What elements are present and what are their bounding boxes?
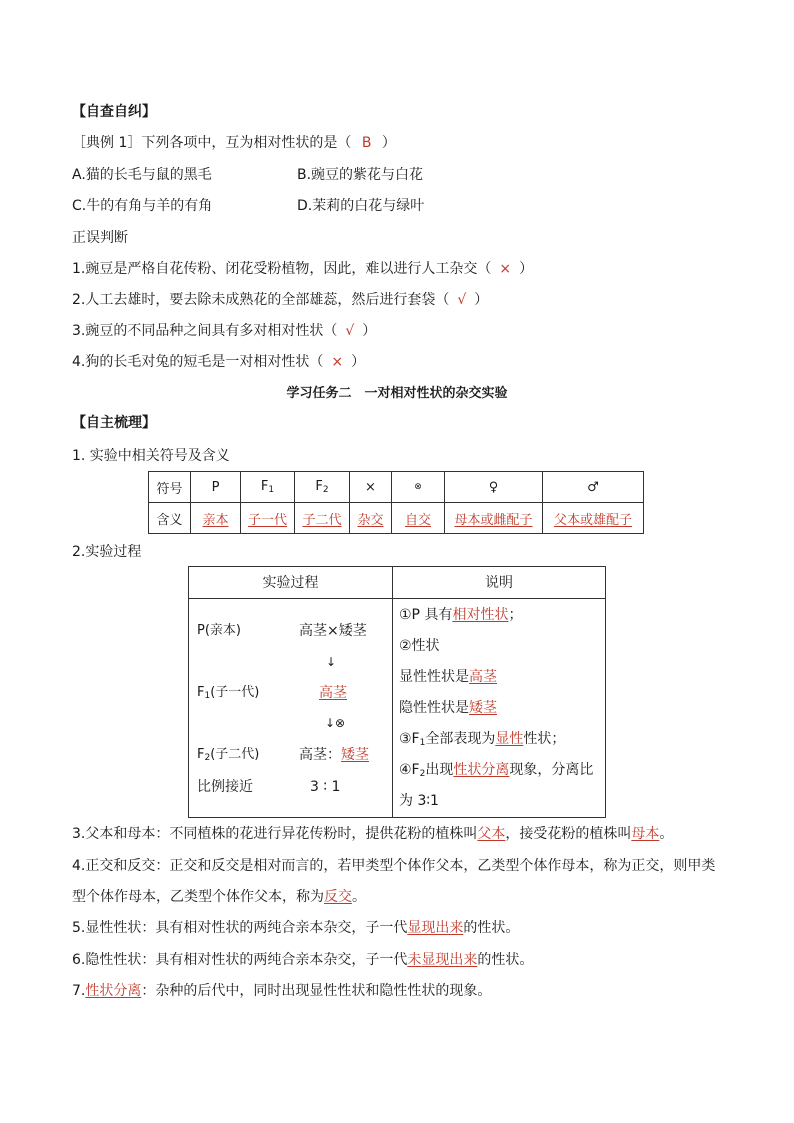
meaning-cell: 自交 <box>392 503 445 534</box>
process-header: 实验过程 <box>262 575 319 591</box>
meaning-cell: 亲本 <box>191 503 241 534</box>
f1-label: $F_1$(子一代) <box>197 685 260 701</box>
item3: 3.父本和母本：不同植株的花进行异花传粉时，提供花粉的植株叫父本，接受花粉的植株叫母本。 <box>72 826 674 842</box>
note-2: ②性状 <box>399 638 440 654</box>
symbol-cell: $F_2$ <box>295 472 350 503</box>
ratio-value: 3 ∶ 1 <box>310 779 341 795</box>
symbol-row-label: 符号 <box>149 472 191 503</box>
option-c: C.牛的有角与羊的有角 <box>72 198 213 214</box>
header-divider <box>189 598 605 599</box>
column-divider <box>392 567 393 817</box>
f1-value: 高茎 <box>319 685 347 701</box>
judgement-4: 4.狗的长毛对兔的短毛是一对相对性状（ × ） <box>72 354 366 370</box>
self-cross-arrow-icon: ↓⊗ <box>325 716 346 730</box>
meaning-row-label: 含义 <box>149 503 191 534</box>
judgement-2: 2.人工去雄时，要去除未成熟花的全部雄蕊，然后进行套袋（ √ ） <box>72 292 489 308</box>
item1-text: 1. 实验中相关符号及含义 <box>72 448 230 464</box>
note-5: $③F_1$全部表现为显性性状； <box>399 731 566 748</box>
meaning-cell: 子二代 <box>295 503 350 534</box>
option-b: B.豌豆的紫花与白花 <box>297 167 424 183</box>
item4-line1: 4.正交和反交：正交和反交是相对而言的，若甲类型个体作父本，乙类型个体作母本，称为正交，则甲类 <box>72 858 716 874</box>
arrow-down-icon: ↓ <box>326 655 337 669</box>
meaning-cell: 杂交 <box>350 503 392 534</box>
process-table <box>188 566 606 818</box>
meaning-cell: 子一代 <box>241 503 295 534</box>
judgement-3: 3.豌豆的不同品种之间具有多对相对性状（ √ ） <box>72 323 377 339</box>
note-7: 为 3∶1 <box>399 793 439 809</box>
symbol-cell: ♂ <box>543 472 644 503</box>
item5: 5.显性性状：具有相对性状的两纯合亲本杂交，子一代显现出来的性状。 <box>72 920 520 936</box>
example-close: ） <box>381 135 396 151</box>
judge-heading: 正误判断 <box>72 230 128 246</box>
item7: 7.性状分离：杂种的后代中，同时出现显性性状和隐性性状的现象。 <box>72 983 492 999</box>
judgement-mark: × <box>499 261 512 277</box>
self-check-heading: 【自查自纠】 <box>72 104 156 120</box>
item2-text: 2.实验过程 <box>72 544 142 560</box>
meaning-cell: 父本或雄配子 <box>543 503 644 534</box>
example-lead: ［典例 1］下列各项中，互为相对性状的是（ <box>72 135 352 151</box>
task2-title: 学习任务二 一对相对性状的杂交实验 <box>286 386 508 401</box>
note-1: ①P 具有相对性状； <box>399 607 523 623</box>
note-3: 显性性状是高茎 <box>399 669 497 685</box>
option-a: A.猫的长毛与鼠的黑毛 <box>72 167 212 183</box>
f2-value: 高茎：矮茎 <box>299 747 369 763</box>
item6: 6.隐性性状：具有相对性状的两纯合亲本杂交，子一代未显现出来的性状。 <box>72 952 534 968</box>
judgement-mark: √ <box>345 323 355 339</box>
task2-heading: 【自主梳理】 <box>72 415 156 431</box>
symbol-table <box>148 471 644 534</box>
option-d: D.茉莉的白花与绿叶 <box>297 198 425 214</box>
symbol-cell: ⊗ <box>392 472 445 503</box>
note-4: 隐性性状是矮茎 <box>399 700 497 716</box>
p-cross: 高茎×矮茎 <box>299 623 367 639</box>
notes-header: 说明 <box>485 575 513 591</box>
item4-line2: 型个体作母本，乙类型个体作父本，称为反交。 <box>72 889 366 905</box>
ratio-label: 比例接近 <box>197 779 253 795</box>
judgement-mark: √ <box>457 292 467 308</box>
judgement-mark: × <box>331 354 344 370</box>
example-answer: B <box>361 135 372 151</box>
f2-label: $F_2$(子二代) <box>197 747 260 763</box>
judgement-1: 1.豌豆是严格自花传粉、闭花受粉植物，因此，难以进行人工杂交（ × ） <box>72 261 534 277</box>
example-question <box>72 133 396 153</box>
meaning-row <box>149 503 644 534</box>
meaning-cell: 母本或雌配子 <box>445 503 543 534</box>
symbol-cell: $F_1$ <box>241 472 295 503</box>
symbol-cell: × <box>350 472 392 503</box>
symbol-cell: P <box>191 472 241 503</box>
symbol-cell: ♀ <box>445 472 543 503</box>
symbol-row <box>149 472 644 503</box>
p-label: P(亲本) <box>197 623 241 638</box>
note-6: $④F_2$出现性状分离现象，分离比 <box>399 762 594 779</box>
